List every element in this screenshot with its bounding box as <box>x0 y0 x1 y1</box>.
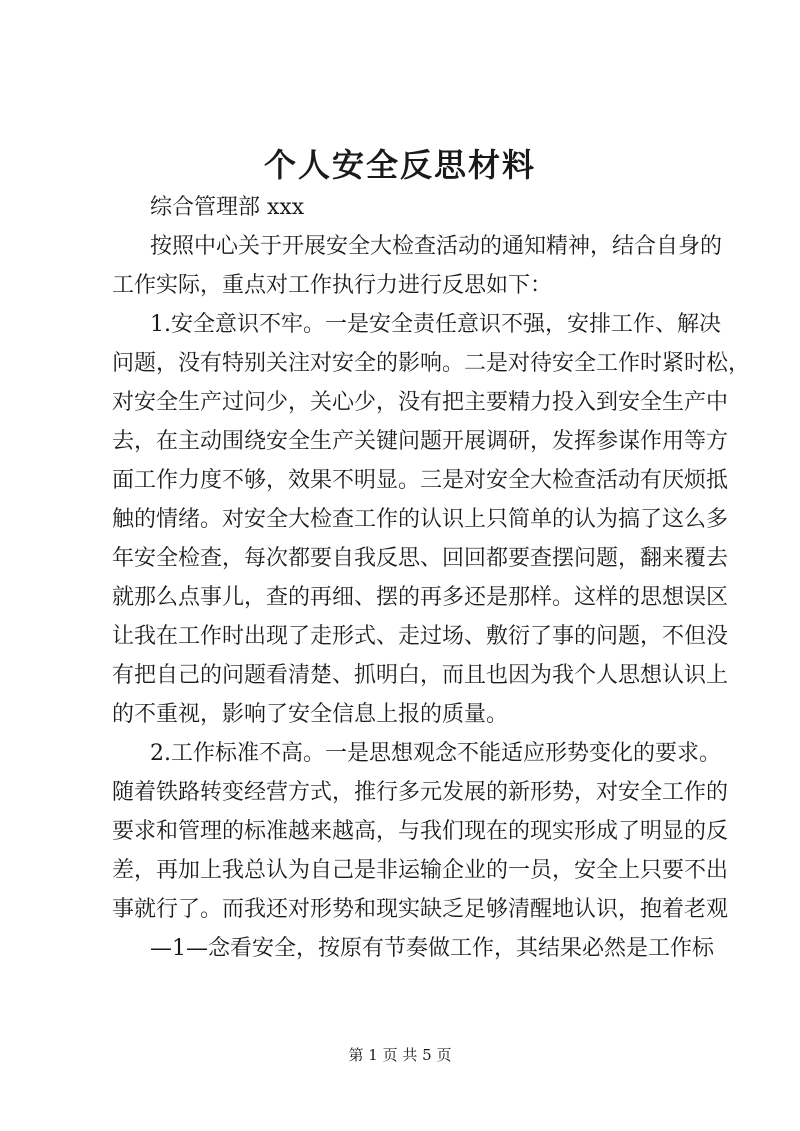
paragraph-line-4: 问题，没有特别关注对安全的影响。二是对待安全工作时紧时松， <box>112 351 751 376</box>
paragraph-line-13: 的不重视，影响了安全信息上报的质量。 <box>112 702 509 727</box>
paragraph-line-15: 随着铁路转变经营方式，推行多元发展的新形势，对安全工作的 <box>112 780 729 805</box>
paragraph-line-18: 事就行了。而我还对形势和现实缺乏足够清醒地认识，抱着老观 <box>112 897 729 922</box>
paragraph-line-14: 2.工作标准不高。一是思想观念不能适应形势变化的要求。 <box>150 741 721 766</box>
paragraph-line-11: 让我在工作时出现了走形式、走过场、敷衍了事的问题，不但没 <box>112 624 729 649</box>
paragraph-line-6: 去，在主动围绕安全生产关键问题开展调研，发挥参谋作用等方 <box>112 429 729 454</box>
paragraph-line-8: 触的情绪。对安全大检查工作的认识上只简单的认为搞了这么多 <box>112 507 729 532</box>
paragraph-line-7: 面工作力度不够，效果不明显。三是对安全大检查活动有厌烦抵 <box>112 468 729 493</box>
paragraph-line-12: 有把自己的问题看清楚、抓明白，而且也因为我个人思想认识上 <box>112 663 729 688</box>
paragraph-line-19: —1—念看安全，按原有节奏做工作，其结果必然是工作标 <box>150 936 714 961</box>
author-line: 综合管理部 xxx <box>150 195 305 220</box>
paragraph-line-17: 差，再加上我总认为自己是非运输企业的一员，安全上只要不出 <box>112 858 729 883</box>
paragraph-line-1: 按照中心关于开展安全大检查活动的通知精神，结合自身的 <box>150 234 723 259</box>
paragraph-line-5: 对安全生产过问少，关心少，没有把主要精力投入到安全生产中 <box>112 390 729 415</box>
paragraph-line-3: 1.安全意识不牢。一是安全责任意识不强，安排工作、解决 <box>150 312 721 337</box>
paragraph-line-16: 要求和管理的标准越来越高，与我们现在的现实形成了明显的反 <box>112 819 729 844</box>
document-title: 个人安全反思材料 <box>263 146 536 184</box>
page-footer: 第 1 页 共 5 页 <box>348 1046 452 1064</box>
paragraph-line-10: 就那么点事儿，查的再细、摆的再多还是那样。这样的思想误区 <box>112 585 729 610</box>
paragraph-line-2: 工作实际，重点对工作执行力进行反思如下： <box>112 273 553 298</box>
paragraph-line-9: 年安全检查，每次都要自我反思、回回都要查摆问题，翻来覆去 <box>112 546 729 571</box>
